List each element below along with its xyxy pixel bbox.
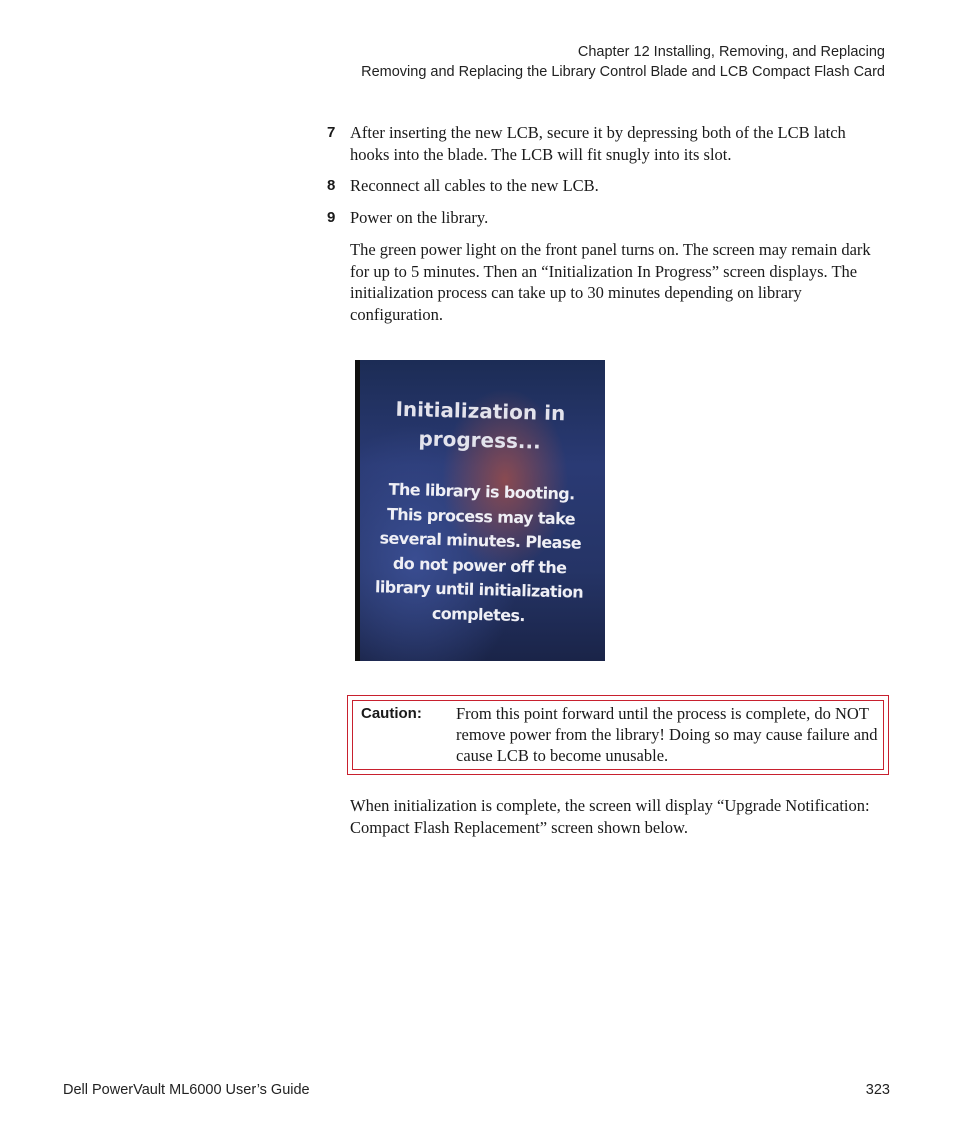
completion-paragraph: When initialization is complete, the screen will display “Upgrade Notification: Compact Flash Replacement” screen shown below. [350,796,870,837]
chapter-title: Chapter 12 Installing, Removing, and Replacing [577,44,885,60]
screen-bezel-edge [355,360,360,661]
step-text: Power on the library. [350,208,489,227]
screen-message-line: do not power off the [392,553,567,577]
screen-message-line: several minutes. Please [379,528,582,553]
screen-title-line: Initialization in [395,396,566,426]
screen-message-line: library until initialization [374,577,584,602]
caution-text: From this point forward until the process is complete, do NOT remove power from the library! Doing so may cause failure and cause LCB to become unusable. [456,704,878,765]
step-text: After inserting the new LCB, secure it by depressing both of the LCB latch hooks into the blade. The LCB will fit snugly into its slot. [350,123,846,164]
screen-message [361,477,599,630]
step-8 [327,175,887,197]
page-header [361,42,885,82]
step-text: Reconnect all cables to the new LCB. [350,176,599,195]
screen-message-line: completes. [431,603,526,625]
page-number: 323 [865,1082,890,1098]
power-on-paragraph: The green power light on the front panel turns on. The screen may remain dark for up to 5 minutes. Then an “Initialization In Progress” screen displays. The initialization process can take up to 30 minutes depending on library configuration. [350,240,871,324]
screen-title-line: progress... [418,426,542,454]
initialization-screen-photo [355,360,605,661]
section-title: Removing and Replacing the Library Control Blade and LCB Compact Flash Card [361,64,885,80]
step-9 [327,207,887,229]
step-number: 8 [327,177,336,194]
screen-message-line: The library is booting. [388,479,575,504]
screen-title [364,394,595,458]
footer-title: Dell PowerVault ML6000 User’s Guide [63,1082,310,1098]
screen-message-line: This process may take [386,504,576,528]
caution-label: Caution: [361,705,422,722]
step-number: 7 [327,124,336,141]
step-number: 9 [327,209,336,226]
step-7 [327,122,887,165]
